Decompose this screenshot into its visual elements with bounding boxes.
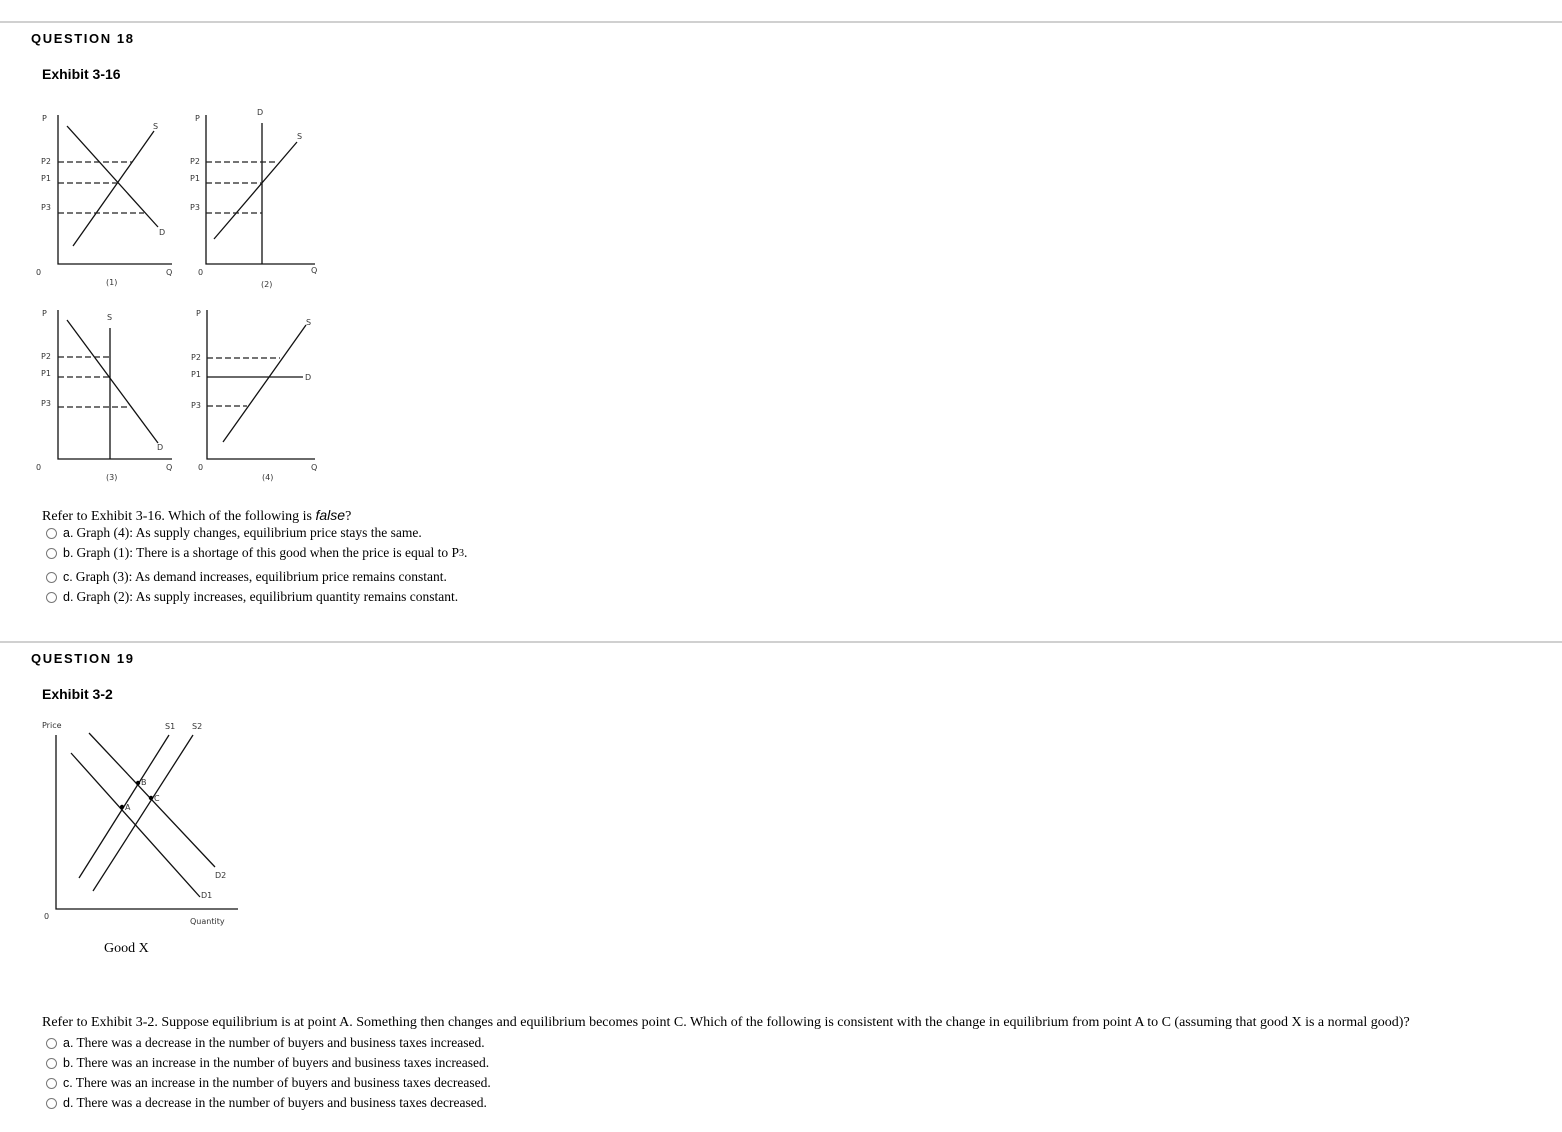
point-a [120,805,124,809]
d-label: D [157,443,164,452]
divider [0,21,1562,23]
option-c[interactable] [46,1075,491,1091]
p2-label: P2 [190,157,200,166]
b-label: B [141,778,147,787]
s-label: S [297,132,303,141]
d-label: D [159,228,166,237]
p2-label: P2 [41,157,51,166]
graph-1 [36,114,172,287]
p-label: P [42,114,47,123]
p3-label: P3 [190,203,200,212]
origin-label: 0 [198,268,204,277]
option-text: There was an increase in the number of buyers and business taxes increased. [76,1055,490,1070]
option-letter: b. [63,1056,74,1070]
q-label: Q [166,463,173,472]
graph-line [58,357,130,407]
c-label: C [154,794,160,803]
option-text: There was a decrease in the number of buyers and business taxes increased. [76,1035,485,1050]
graph-line [223,325,306,442]
option-letter: c. [63,1076,73,1090]
graph-line [67,320,158,443]
divider [0,641,1562,643]
option-c[interactable] [46,569,447,585]
y-axis-label: Price [42,721,62,730]
graph-line [206,162,276,213]
graph-line [207,358,280,406]
origin-label: 0 [36,463,42,472]
question-prompt [42,507,351,525]
option-letter: d. [63,1096,74,1110]
prompt-emphasis: false [315,507,346,523]
option-letter: c. [63,570,73,584]
radio-button[interactable] [46,528,57,539]
d2-label: D2 [215,871,227,880]
option-text: Graph (4): As supply changes, equilibrium price stays the same. [76,525,422,540]
d1-label: D1 [201,891,213,900]
p-label: P [42,309,47,318]
graph-line [67,126,158,227]
s-label: S [306,318,312,327]
graph-line [58,115,172,264]
origin-label: 0 [198,463,204,472]
p2-label: P2 [191,353,201,362]
option-text: Graph (2): As supply increases, equilibrium quantity remains constant. [76,589,459,604]
p3-label: P3 [41,399,51,408]
option-d[interactable] [46,589,458,605]
radio-button[interactable] [46,572,57,583]
option-text: There was a decrease in the number of buyers and business taxes decreased. [76,1095,487,1110]
graph-3 [36,309,172,482]
s1-label: S1 [165,722,176,731]
radio-button[interactable] [46,1038,57,1049]
option-letter: a. [63,1036,74,1050]
p2-label: P2 [41,352,51,361]
graph-number: (2) [261,280,273,289]
option-d[interactable] [46,1095,487,1111]
graph-number: (1) [106,278,118,287]
option-b[interactable] [46,1055,489,1071]
point-c [149,796,153,800]
graph-4 [191,309,317,482]
x-axis-label: Quantity [190,917,225,926]
option-letter: a. [63,526,74,540]
graph-2 [190,108,317,289]
subscript: 3 [458,547,464,559]
option-text: Graph (1): There is a shortage of this good when the price is equal to P [76,545,459,560]
d-label: D [257,108,264,117]
supply-curve-s2 [93,735,193,891]
option-a[interactable] [46,525,422,541]
p3-label: P3 [41,203,51,212]
s-label: S [153,122,159,131]
a-label: A [125,803,131,812]
option-text: Graph (3): As demand increases, equilibrium price remains constant. [75,569,447,584]
origin-label: 0 [36,268,42,277]
option-text-end: . [463,545,468,560]
s-label: S [107,313,113,322]
option-letter: d. [63,590,74,604]
p1-label: P1 [191,370,201,379]
s2-label: S2 [192,722,203,731]
option-text: There was an increase in the number of buyers and business taxes decreased. [75,1075,491,1090]
origin-label: 0 [44,912,50,921]
exhibit-title: Exhibit 3-16 [42,66,121,82]
question-18-title: QUESTION 18 [31,31,135,46]
radio-button[interactable] [46,1058,57,1069]
p-label: P [196,309,201,318]
option-b[interactable] [46,545,467,561]
radio-button[interactable] [46,548,57,559]
question-prompt: Refer to Exhibit 3-2. Suppose equilibrium is at point A. Something then changes and equilibrium becomes point C. Which of the following is consistent with the change in equilibrium from point A to C (assuming that good X is a normal good)? [42,1015,1410,1030]
option-a[interactable] [46,1035,485,1051]
graph-line [56,735,238,909]
question-19-title: QUESTION 19 [31,651,135,666]
prompt-text-end: ? [345,509,352,524]
graph-number: (4) [262,473,274,482]
q-label: Q [311,463,318,472]
graph-caption: Good X [104,941,149,956]
q-label: Q [166,268,173,277]
graph-line [207,310,315,459]
graph-line [214,142,297,239]
p1-label: P1 [41,174,51,183]
point-b [136,781,140,785]
radio-button[interactable] [46,1098,57,1109]
graph-number: (3) [106,473,118,482]
p-label: P [195,114,200,123]
radio-button[interactable] [46,592,57,603]
p1-label: P1 [190,174,200,183]
graph-line [73,131,154,246]
radio-button[interactable] [46,1078,57,1089]
exhibit-title: Exhibit 3-2 [42,686,113,702]
p1-label: P1 [41,369,51,378]
prompt-text: Refer to Exhibit 3-16. Which of the following is [42,509,316,524]
p3-label: P3 [191,401,201,410]
d-label: D [305,373,312,382]
option-letter: b. [63,546,74,560]
q-label: Q [311,266,318,275]
